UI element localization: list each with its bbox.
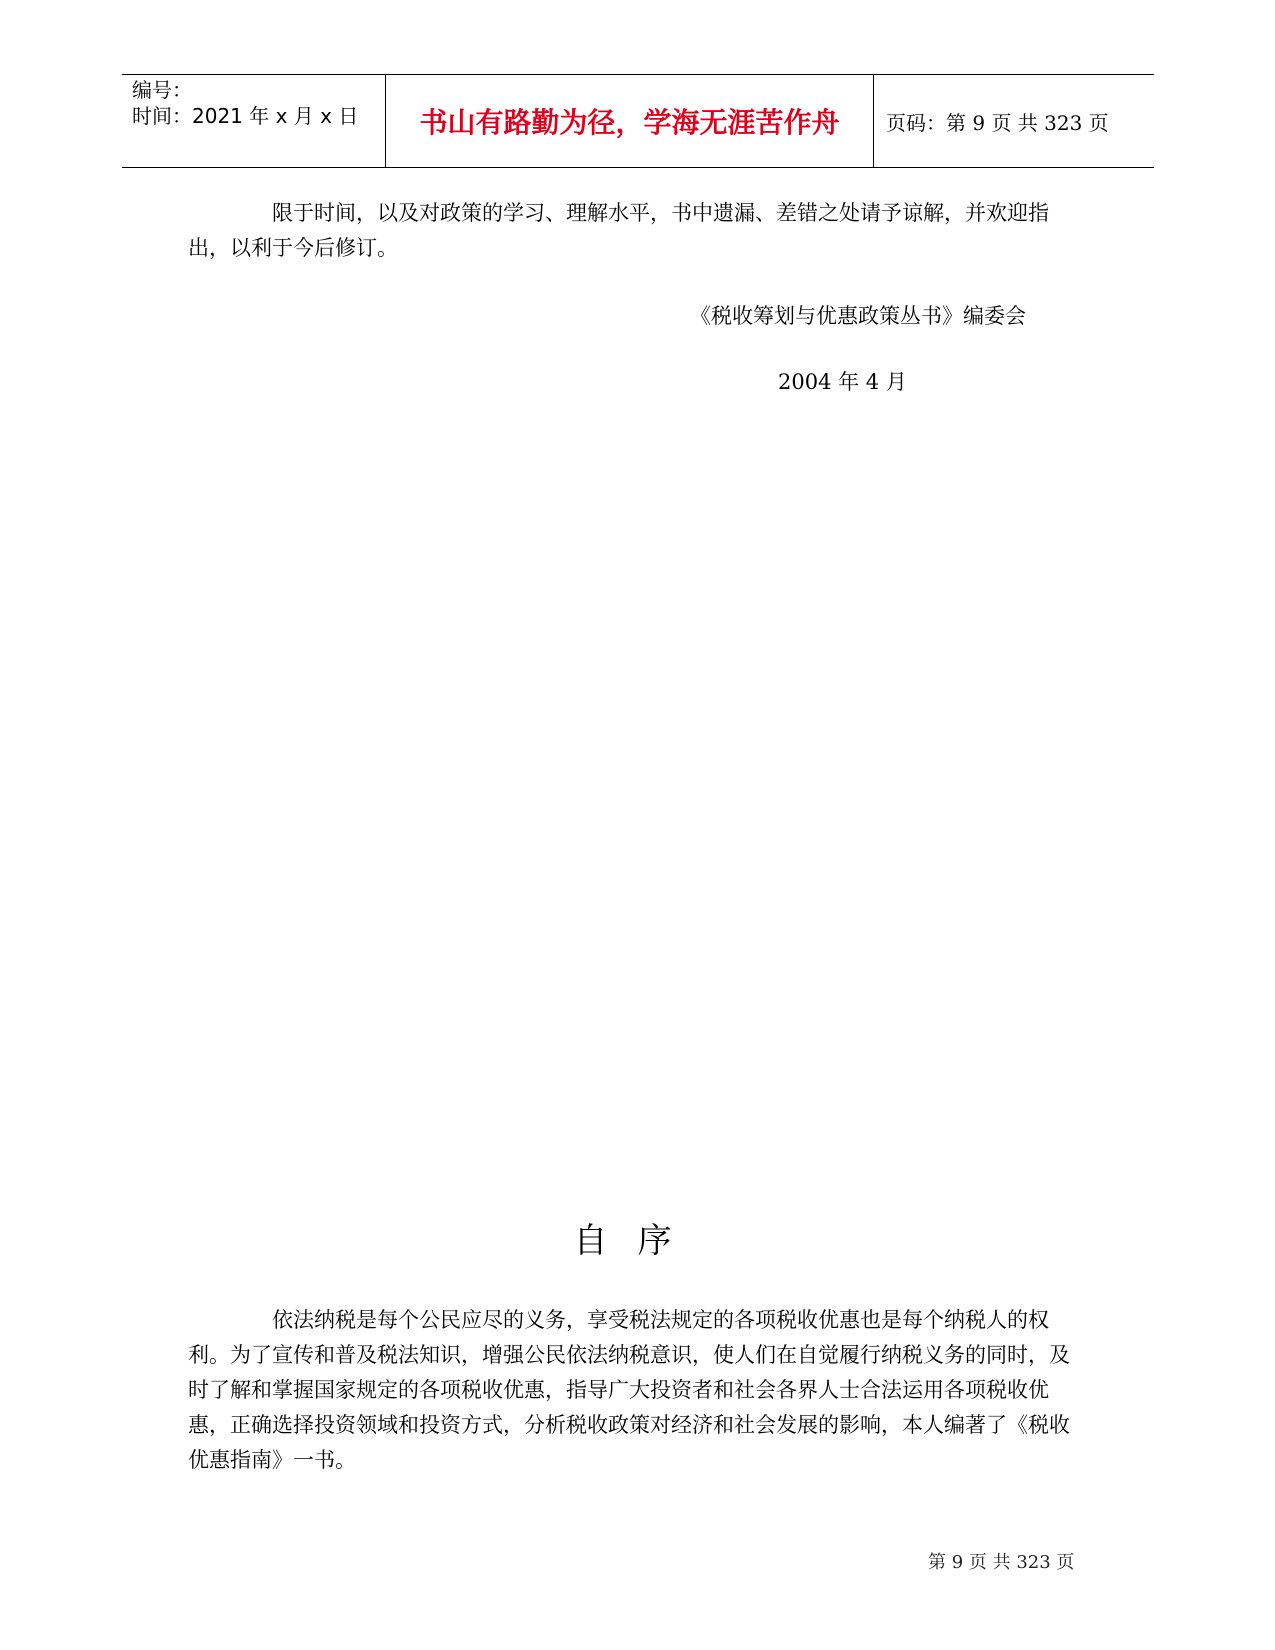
preface-paragraph: 依法纳税是每个公民应尽的义务，享受税法规定的各项税收优惠也是每个纳税人的权利。为了宣传和普及税法知识，增强公民依法纳税意识，使人们在自觉履行纳税义务的同时，及时了解和掌握国家规定的各项税收优惠，指导广大投资者和社会各界人士合法运用各项税收优惠，正确选择投资领域和投资方式，分析税收政策对经济和社会发展的影响，本人编著了《税收优惠指南》一书。 xyxy=(188,1308,1070,1472)
page-header xyxy=(122,74,1154,168)
doc-number-label: 编号： xyxy=(132,78,192,102)
signature-org: 《税收筹划与优惠政策丛书》编委会 xyxy=(690,304,1026,328)
header-motto-cell xyxy=(386,75,874,167)
page-footer: 第 9 页 共 323 页 xyxy=(928,1552,1075,1573)
closing-paragraph: 限于时间，以及对政策的学习、理解水平，书中遗漏、差错之处请予谅解，并欢迎指出，以利于今后修订。 xyxy=(188,201,1049,260)
section-title: 自序 xyxy=(573,1221,702,1261)
header-meta-cell xyxy=(122,75,386,167)
signature-date: 2004 年 4 月 xyxy=(778,370,907,394)
header-page-cell xyxy=(874,75,1154,167)
header-motto: 书山有路勤为径，学海无涯苦作舟 xyxy=(419,106,840,139)
header-page-info: 页码：第 9 页 共 323 页 xyxy=(886,110,1109,135)
doc-time-label: 时间：2021 年 x 月 x 日 xyxy=(132,104,359,128)
